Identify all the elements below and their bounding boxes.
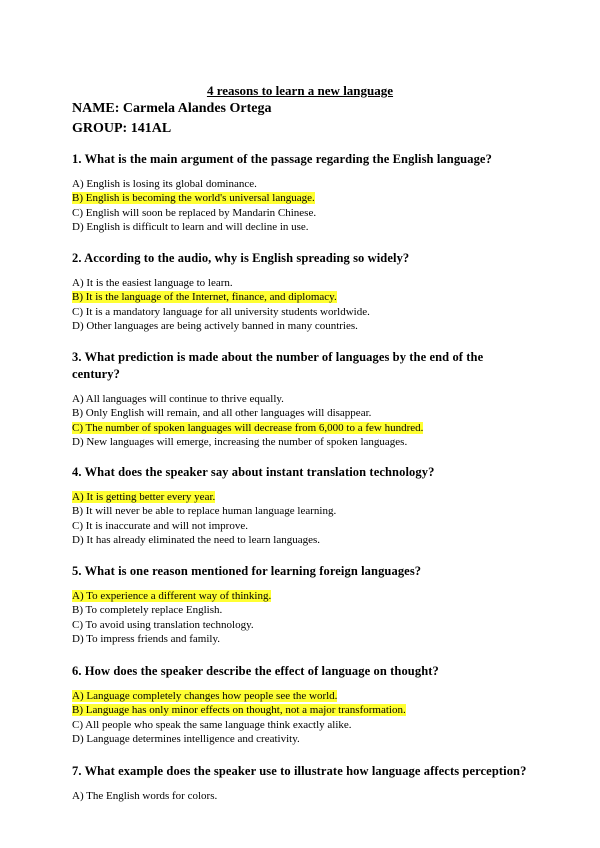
option-text: A) Language completely changes how people see the world. xyxy=(72,690,338,702)
option-text: D) English is difficult to learn and will decline in use. xyxy=(72,220,309,233)
option-text-highlighted: A) It is getting better every year. xyxy=(72,491,216,503)
option-text: C) It is a mandatory language for all university students worldwide. xyxy=(72,305,370,318)
answer-options xyxy=(72,490,532,547)
student-name: NAME: Carmela Alandes Ortega xyxy=(72,101,272,116)
option-text: C) To avoid using translation technology. xyxy=(72,618,254,631)
option-text: A) All languages will continue to thrive equally. xyxy=(72,393,284,405)
option-d xyxy=(72,533,532,547)
question-6 xyxy=(72,663,532,746)
option-text-highlighted: B) It is the language of the Internet, finance, and diplomacy. xyxy=(72,291,337,304)
option-text: D) New languages will emerge, increasing the number of spoken languages. xyxy=(72,435,408,448)
option-text: A) The English words for colors. xyxy=(72,790,218,802)
option-b xyxy=(72,504,532,518)
option-text-highlighted: B) English is becoming the world's universal language. xyxy=(72,192,315,205)
option-a xyxy=(72,589,532,603)
option-a xyxy=(72,789,532,803)
option-a xyxy=(72,177,532,191)
option-d xyxy=(72,319,532,333)
question-5 xyxy=(72,563,532,646)
option-b xyxy=(72,191,532,205)
option-text-highlighted: C) The number of spoken languages will decrease from 6,000 to a few hundred. xyxy=(72,421,424,434)
question-text: 1. What is the main argument of the passage regarding the English language? xyxy=(72,152,492,166)
question-3 xyxy=(72,349,532,449)
answer-options xyxy=(72,392,532,449)
option-c xyxy=(72,519,532,533)
option-a xyxy=(72,392,532,406)
question-text: 6. How does the speaker describe the effect of language on thought? xyxy=(72,664,439,678)
option-b xyxy=(72,290,532,304)
answer-options xyxy=(72,589,532,646)
question-1 xyxy=(72,151,532,234)
answer-options xyxy=(72,689,532,746)
option-text-highlighted: B) Language has only minor effects on thought, not a major transformation. xyxy=(72,704,406,717)
answer-options xyxy=(72,789,532,803)
question-text: 7. What example does the speaker use to illustrate how language affects perception? xyxy=(72,764,527,778)
option-text: C) It is inaccurate and will not improve. xyxy=(72,519,248,532)
option-text: D) It has already eliminated the need to learn languages. xyxy=(72,533,321,546)
option-text: D) Other languages are being actively banned in many countries. xyxy=(72,319,358,332)
option-b xyxy=(72,603,532,617)
option-d xyxy=(72,220,532,234)
option-text: B) Only English will remain, and all other languages will disappear. xyxy=(72,407,372,420)
question-2 xyxy=(72,250,532,333)
answer-options xyxy=(72,276,532,333)
option-text: D) Language determines intelligence and creativity. xyxy=(72,732,300,745)
option-text: B) To completely replace English. xyxy=(72,604,223,617)
option-text: D) To impress friends and family. xyxy=(72,632,221,645)
option-d xyxy=(72,732,532,746)
option-c xyxy=(72,618,532,632)
question-7 xyxy=(72,763,532,803)
option-c xyxy=(72,718,532,732)
option-text: B) It will never be able to replace human language learning. xyxy=(72,505,337,518)
option-c xyxy=(72,421,532,435)
option-b xyxy=(72,406,532,420)
question-text: 2. According to the audio, why is English spreading so widely? xyxy=(72,251,410,265)
question-text: 3. What prediction is made about the number of languages by the end of the century? xyxy=(72,350,484,381)
option-a xyxy=(72,276,532,290)
option-text: A) English is losing its global dominance. xyxy=(72,178,257,190)
option-c xyxy=(72,206,532,220)
question-4 xyxy=(72,464,532,547)
question-text: 4. What does the speaker say about instant translation technology? xyxy=(72,465,435,479)
option-text: C) English will soon be replaced by Mandarin Chinese. xyxy=(72,206,317,219)
option-d xyxy=(72,435,532,449)
option-text: A) It is the easiest language to learn. xyxy=(72,277,233,289)
document-title: 4 reasons to learn a new language xyxy=(206,83,394,98)
option-text: C) All people who speak the same language think exactly alike. xyxy=(72,718,352,731)
option-d xyxy=(72,632,532,646)
option-a xyxy=(72,689,532,703)
option-a xyxy=(72,490,532,504)
option-b xyxy=(72,703,532,717)
option-c xyxy=(72,305,532,319)
question-text: 5. What is one reason mentioned for learning foreign languages? xyxy=(72,564,422,578)
option-text-highlighted: A) To experience a different way of thinking. xyxy=(72,590,272,602)
student-group: GROUP: 141AL xyxy=(72,121,172,136)
answer-options xyxy=(72,177,532,234)
